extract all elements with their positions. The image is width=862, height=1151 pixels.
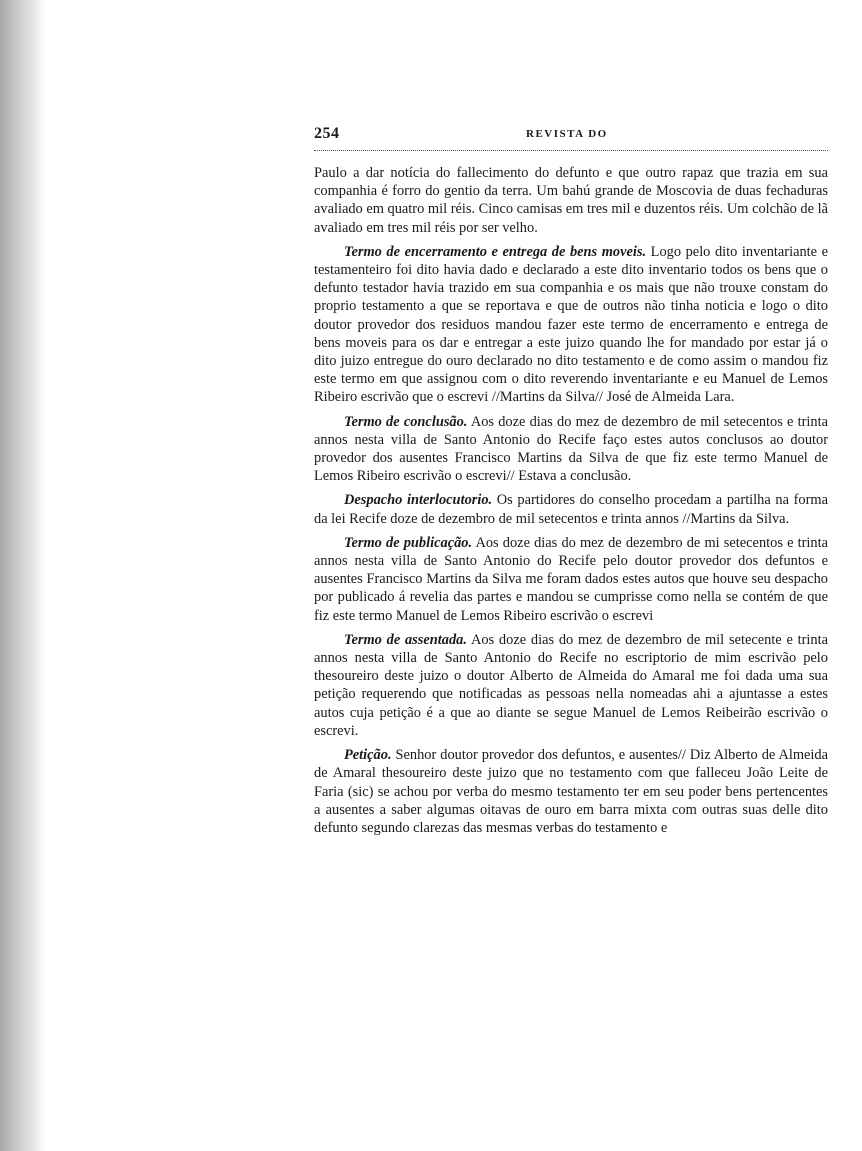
paragraph-text: Os partidores do conselho procedam a partilha na forma da lei Recife doze de dezembro de mil setecentos e trinta annos //Martins da Silva. <box>314 492 828 527</box>
running-title: REVISTA DO <box>526 128 608 140</box>
paragraph-text: Senhor doutor provedor dos defuntos, e ausentes// Diz Alberto de Almeida de Amaral thesoureiro deste juizo que no testamento com que falleceu João Leite de Faria (sic) se achou por verba do mesmo testamento ter em seu poder bens pertencentes a ausentes a saber algumas oitavas de ouro em barra mixta com outras suas delle dito defunto segundo clarezas das mesmas verbas do testamento e <box>314 747 828 836</box>
page-header <box>314 120 828 151</box>
paragraph-termo-conclusao <box>314 413 828 486</box>
section-heading: Termo de encerramento e entrega de bens moveis. <box>344 243 647 260</box>
paragraph-text: Aos doze dias do mez de dezembro de mi setecentos e trinta annos nesta villa de Santo Antonio do Recife pelo doutor provedor dos defuntos e ausentes Francisco Martins da Silva me foram dados estes autos que houve seu despacho por publicado á revelia das partes e mandou se cumprisse como nella se contém de que fiz este termo Manuel de Lemos Ribeiro escrivão o escrevi <box>314 534 828 624</box>
paragraph-text: Aos doze dias do mez de dezembro de mil setecentos e trinta annos nesta villa de Santo Antonio do Recife faço estes autos conclusos ao doutor provedor dos ausentes Francisco Martins da Silva de que fiz este termo Manuel de Lemos Ribeiro escrivão o escrevi// Estava a conclusão. <box>314 413 828 485</box>
paragraph-continuation <box>314 164 828 237</box>
paragraph-despacho <box>314 491 828 527</box>
section-heading: Petição. <box>344 747 392 764</box>
paragraph-text: Logo pelo dito inventariante e testamenteiro foi dito havia dado e declarado a este dito inventario todos os bens que o defunto testador havia trazido em sua companhia e os mais que não trouxe constam do proprio testamento a que se reportava e que de outros não tinha noticia e logo o dito doutor provedor dos residuos mandou fazer este termo de encerramento e entrega de bens moveis para os dar e entregar a este juizo quando lhe for mandado por estar já o dito juizo entregue do ouro declarado no dito testamento e de como assim o mandou fiz este termo em que assignou com o dito reverendo inventariante e eu Manuel de Lemos Ribeiro escrivão que o escrevi //Martins da Silva// José de Almeida Lara. <box>314 243 828 406</box>
paragraph-termo-encerramento <box>314 243 828 407</box>
page-number: 254 <box>314 125 340 142</box>
section-heading: Termo de assentada. <box>344 631 467 648</box>
scan-binding-shadow <box>0 0 46 1151</box>
section-heading: Termo de conclusão. <box>344 413 468 430</box>
paragraph-termo-assentada <box>314 631 828 740</box>
section-heading: Despacho interlocutorio. <box>344 492 493 509</box>
paragraph-text: Aos doze dias do mez de dezembro de mil setecente e trinta annos nesta villa de Santo Antonio do Recife no escriptorio de mim escrivão pelo thesoureiro deste juizo o doutor Alberto de Almeida do Amaral me foi dada uma sua petição requerendo que notificadas as pessoas nella nomeadas ahi a ajuntasse a estes autos cuja petição é a que ao diante se segue Manuel de Lemos Reibeirão escrivão o escrevi. <box>314 631 829 739</box>
book-page <box>314 120 828 843</box>
paragraph-text: Paulo a dar notícia do fallecimento do defunto e que outro rapaz que trazia em sua companhia é forro do gentio da terra. Um bahú grande de Moscovia de duas fechaduras avaliado em quatro mil réis. Cinco camisas em tres mil e duzentos réis. Um colchão de lã avaliado em tres mil réis por ser velho. <box>314 165 828 236</box>
section-heading: Termo de publicação. <box>344 534 473 551</box>
paragraph-termo-publicacao <box>314 534 828 625</box>
paragraph-peticao <box>314 746 828 837</box>
body-text <box>314 164 828 837</box>
